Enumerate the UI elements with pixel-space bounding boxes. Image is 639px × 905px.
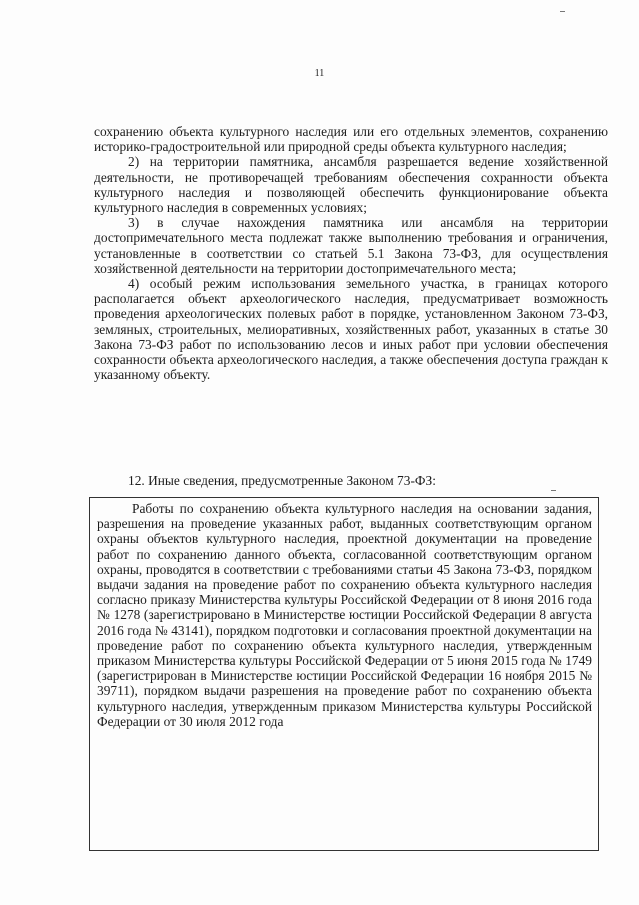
scan-speck [551, 490, 556, 491]
body-text [94, 124, 608, 382]
paragraph-item-4: 4) особый режим использования земельного участка, в границах которого располагается объект археологического наследия, предусматривает возможность проведения археологических полевых работ в порядке, установленном Законом 73-ФЗ, земляных, строительных, мелиоративных, хозяйственных работ, указанных в статье 30 Закона 73-ФЗ работ по использованию лесов и иных работ при условии обеспечения сохранности объекта археологического наследия, а также обеспечения доступа граждан к указанному объекту. [94, 276, 608, 383]
section-heading: 12. Иные сведения, предусмотренные Законом 73-ФЗ: [128, 473, 436, 488]
paragraph-item-2: 2) на территории памятника, ансамбля разрешается ведение хозяйственной деятельности, не противоречащей требованиям обеспечения сохранности объекта культурного наследия и позволяющей обеспечить функционирование объекта культурного наследия в современных условиях; [94, 154, 608, 216]
scan-speck [560, 11, 565, 12]
framed-text-box [89, 497, 599, 851]
paragraph-continuation: сохранению объекта культурного наследия или его отдельных элементов, сохранению историко-градостроительной или природной среды объекта культурного наследия; [94, 124, 608, 155]
paragraph-item-3: 3) в случае нахождения памятника или ансамбля на территории достопримечательного места подлежат также выполнению требования и ограничения, установленные в соответствии со статьей 5.1 Закона 73-ФЗ, для осуществления хозяйственной деятельности на территории достопримечательного места; [94, 215, 608, 276]
box-paragraph: Работы по сохранению объекта культурного наследия на основании задания, разрешения на проведение указанных работ, выданных соответствующим органом охраны объектов культурного наследия, проектной документации на проведение работ по сохранению данного объекта, согласованной соответствующим органом охраны, проводятся в соответствии с требованиями статьи 45 Закона 73-ФЗ, порядком выдачи задания на проведение работ по сохранению объекта культурного наследия согласно приказу Министерства культуры Российской Федерации от 8 июня 2016 года № 1278 (зарегистрировано в Министерстве юстиции Российской Федерации 8 августа 2016 года № 43141), порядком подготовки и согласования проектной документации на проведение работ по сохранению объекта культурного наследия, утвержденным приказом Министерства культуры Российской Федерации от 5 июня 2015 года № 1749 (зарегистрирован в Министерстве юстиции Российской Федерации 16 ноября 2015 № 39711), порядком выдачи разрешения на проведение работ по сохранению объекта культурного наследия, утвержденным приказом Министерства культуры Российской Федерации от 30 июля 2012 года [97, 501, 592, 729]
page-number: 11 [314, 68, 325, 79]
